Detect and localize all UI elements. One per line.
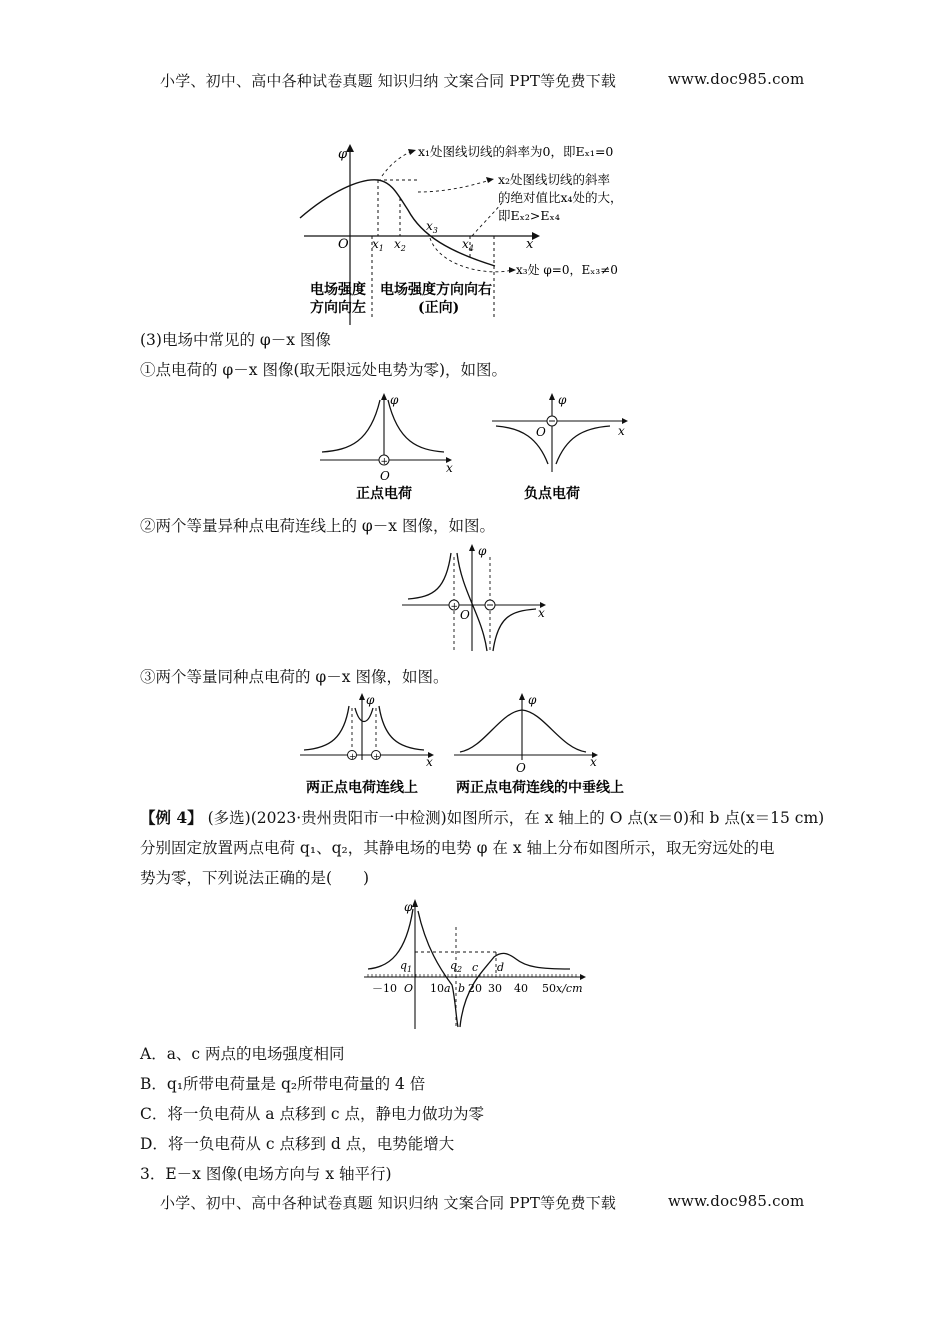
fig5-d-label: d	[497, 961, 505, 974]
fig2-pos-phi: φ	[390, 393, 399, 407]
caption-positive-charge: 正点电荷	[356, 486, 412, 502]
example-label: 【例 4】	[140, 808, 203, 827]
fig2-neg-origin: O	[536, 425, 546, 439]
header-url: www.doc985.com	[668, 70, 805, 88]
svg-text:q2	[450, 959, 462, 974]
fig5-tick-30: 30	[488, 982, 502, 995]
opposite-left-curve	[408, 553, 451, 599]
fig5-tick-20: 20	[468, 982, 482, 995]
svg-text:+: +	[450, 602, 459, 612]
positive-charge-left-curve	[322, 400, 380, 452]
fig4-left-x: x	[426, 755, 433, 769]
footer-url: www.doc985.com	[668, 1192, 805, 1210]
option-b: B．q₁所带电荷量是 q₂所带电荷量的 4 倍	[140, 1075, 426, 1093]
section3-title: (3)电场中常见的 φ－x 图像	[140, 331, 331, 349]
fig5-q2: q	[450, 959, 458, 972]
option-c: C．将一负电荷从 a 点移到 c 点，静电力做功为零	[140, 1105, 484, 1123]
fig1-x-label: x	[526, 237, 534, 252]
example-text-line1	[140, 808, 824, 828]
svg-text:x2	[394, 237, 406, 253]
example-line3: 势为零，下列说法正确的是( )	[140, 869, 370, 887]
fig2-pos-x: x	[446, 461, 453, 475]
fig1-x2-sub: 2	[400, 244, 406, 253]
positive-charge-right-curve	[388, 400, 444, 452]
figure-example4-graph	[360, 897, 592, 1032]
option-d: D．将一负电荷从 c 点移到 d 点，电势能增大	[140, 1135, 455, 1153]
fig4-left-phi: φ	[366, 693, 375, 707]
fig1-x1-sub: 1	[378, 244, 384, 253]
fig1-x2: x	[394, 237, 401, 251]
fig4-right-x: x	[590, 755, 597, 769]
fig5-q2-sub: 2	[457, 965, 463, 974]
fig1-x4: x	[462, 237, 469, 251]
option-a: A．a、c 两点的电场强度相同	[140, 1045, 345, 1063]
fig1-x3: x	[426, 219, 433, 233]
svg-text:+: +	[349, 752, 357, 762]
fig1-left-region-line2: 方向向左	[310, 300, 366, 316]
fig5-q1-sub: 1	[407, 965, 413, 974]
svg-text:q1	[400, 959, 412, 974]
fig5-tick-origin: O	[404, 982, 414, 995]
fig1-x3-sub: 3	[432, 226, 438, 235]
opposite-right-curve	[493, 609, 536, 651]
fig1-right-region-line2: (正向)	[418, 300, 460, 316]
section4-title: 3．E－x 图像(电场方向与 x 轴平行)	[140, 1165, 392, 1183]
fig5-b-label: b	[458, 982, 466, 995]
figure-opposite-charges	[398, 543, 558, 655]
fig5-tick-40: 40	[514, 982, 528, 995]
fig5-tick-10: 10	[430, 982, 444, 995]
item1-text: ①点电荷的 φ－x 图像(取无限远处电势为零)，如图。	[140, 361, 508, 379]
fig1-phi-label: φ	[338, 147, 348, 162]
fig1-curve	[300, 180, 495, 266]
like-left-right-curve	[379, 706, 424, 750]
figure-like-charges	[296, 692, 666, 800]
footer-ad-text: 小学、初中、高中各种试卷真题 知识归纳 文案合同 PPT等免费下载	[160, 1194, 617, 1212]
fig1-note2-line2: 的绝对值比x₄处的大，	[498, 190, 623, 205]
like-left-outer-curve	[304, 706, 349, 750]
fig1-right-region-line1: 电场强度方向向右	[380, 282, 492, 298]
item2-text: ②两个等量异种点电荷连线上的 φ－x 图像，如图。	[140, 517, 495, 535]
fig1-note2-line1: x₂处图线切线的斜率	[498, 172, 611, 187]
figure-point-charges	[310, 392, 650, 507]
fig3-x: x	[538, 606, 545, 620]
fig5-x-unit: x/cm	[556, 982, 583, 995]
item3-text: ③两个等量同种点电荷的 φ－x 图像，如图。	[140, 668, 449, 686]
example-line1: (多选)(2023·贵州贵阳市一中检测)如图所示，在 x 轴上的 O 点(x＝0)和 b 点(x＝15 cm)	[207, 809, 825, 827]
fig5-c-label: c	[472, 961, 479, 974]
example-line2: 分别固定放置两点电荷 q₁、q₂，其静电场的电势 φ 在 x 轴上分布如图所示，取无穷远处的电	[140, 839, 775, 857]
fig4-right-origin: O	[516, 761, 526, 775]
svg-text:+: +	[373, 752, 381, 762]
fig1-left-region-line1: 电场强度	[310, 282, 366, 298]
fig5-q1: q	[400, 959, 408, 972]
fig3-origin: O	[460, 608, 470, 622]
negative-charge-right-curve	[556, 426, 610, 464]
fig5-a-label: a	[444, 982, 451, 995]
fig4-right-phi: φ	[528, 693, 537, 707]
like-left-middle-curve	[355, 708, 373, 722]
caption-like-charges-line: 两正点电荷连线上	[306, 780, 418, 796]
fig2-neg-phi: φ	[558, 393, 567, 407]
fig1-note2-line3: 即Eₓ₂>Eₓ₄	[498, 208, 560, 223]
fig5-tick-50: 50	[542, 982, 556, 995]
fig2-pos-origin: O	[380, 469, 390, 483]
svg-text:x1	[372, 237, 384, 253]
fig2-neg-x: x	[618, 424, 625, 438]
svg-text:x3	[426, 219, 438, 235]
header-ad-text: 小学、初中、高中各种试卷真题 知识归纳 文案合同 PPT等免费下载	[160, 72, 617, 90]
fig1-origin-label: O	[338, 237, 349, 252]
like-perpendicular-curve	[460, 710, 586, 752]
svg-text:+: +	[380, 457, 389, 467]
fig5-tick-minus10: －10	[372, 982, 397, 995]
fig1-note1: x₁处图线切线的斜率为0，即Eₓ₁=0	[418, 144, 614, 159]
fig1-x1: x	[372, 237, 379, 251]
caption-negative-charge: 负点电荷	[524, 486, 580, 502]
fig1-x4-sub: 4	[468, 244, 474, 253]
svg-text:x4	[462, 237, 474, 253]
fig1-note3: x₃处 φ=0，Eₓ₃≠0	[516, 263, 618, 277]
caption-like-charges-perpendicular: 两正点电荷连线的中垂线上	[456, 780, 624, 796]
fig5-phi: φ	[404, 900, 413, 914]
fig3-phi: φ	[478, 544, 487, 558]
figure-phi-x-tangent	[290, 140, 670, 325]
